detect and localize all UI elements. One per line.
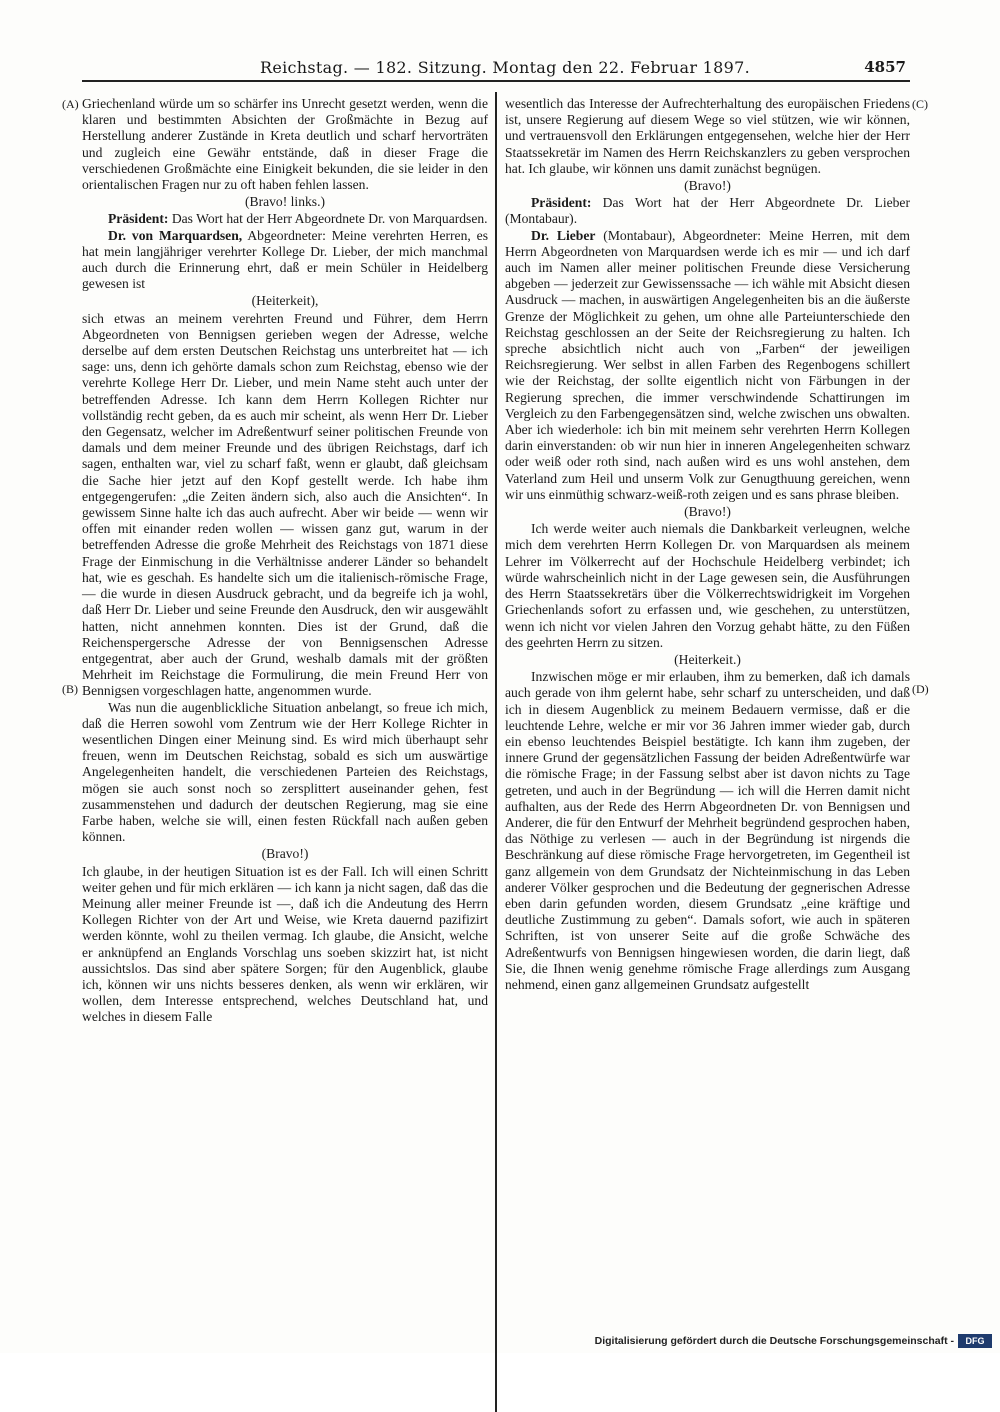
speaker-paragraph	[505, 195, 910, 227]
paragraph-text: wesentlich das Interesse der Aufrechterhaltung des europäischen Friedens ist, unsere Regierung auf diesem Wege so viel stützen, wie wir können, und vertrauensvoll den Erklärungen entgegensehen, welche hier der Herr Staatssekretär im Namen des Herrn Reichskanzlers zu geben versprochen hat. Ich glaube, wir können uns damit zunächst begnügen.	[505, 96, 910, 176]
margin-marker-a: (A)	[62, 97, 79, 111]
margin-marker-d: (D)	[912, 682, 929, 696]
interjection	[505, 504, 910, 520]
paragraph-text: Griechenland würde um so schärfer ins Unrecht gesetzt werden, wenn die klaren und bestimmten Absichten der Großmächte in Bezug auf Herstellung anderer Zustände in Kreta deutlich und scharf hervorträten und zugleich eine Gewähr entstände, daß in dieser Frage die verschiedenen Großmächte eine Einigkeit bekunden, die sie leider in den orientalischen Fragen nur zu oft haben fehlen lassen.	[82, 96, 488, 193]
footer-credit: Digitalisierung gefördert durch die Deutsche Forschungsgemeinschaft -	[594, 1335, 954, 1347]
interjection	[505, 652, 910, 668]
speaker-name: Dr. von Marquardsen,	[108, 227, 243, 243]
paragraph	[505, 521, 910, 651]
column-divider	[495, 92, 497, 1412]
speaker-name: Präsident:	[108, 211, 169, 227]
paragraph	[82, 311, 488, 700]
speaker-paragraph	[82, 211, 488, 227]
page-footer	[0, 1333, 1000, 1353]
speaker-paragraph	[82, 228, 488, 293]
paragraph-text: Ich werde weiter auch niemals die Dankbarkeit verleugnen, welche mich dem verehrten Herrn Kollegen Dr. von Marquardsen als meinem Lehrer im Völkerrecht auf der Hochschule Heidelberg verbindet; ich würde wahrscheinlich nicht in der Lage gewesen sein, die Ausführungen des Herrn Staatssekretärs über die Völkerrechtswidrigkeit im Vorgehen Griechenlands sofort zu erfassen und, wie geschehen, zu unterstützen, wenn ich nicht vor vielen Jahren den Vorzug gehabt hätte, zu den Füßen des geehrten Herrn zu sitzen.	[505, 521, 910, 650]
left-column	[82, 96, 488, 1026]
interjection	[505, 178, 910, 194]
paragraph-text: Das Wort hat der Herr Abgeordnete Dr. Lieber (Montabaur).	[505, 195, 910, 227]
interjection-text: (Bravo!)	[261, 846, 309, 862]
paragraph	[82, 864, 488, 1026]
interjection	[82, 194, 488, 210]
paragraph-text: Ich glaube, in der heutigen Situation ist es der Fall. Ich will einen Schritt weiter gehen und für mich erklären — ich kann ja nicht sagen, daß das die Meinung aller meiner Freunde ist —, daß ich die Andeutung des Herrn Kollegen Richter von der Art und Weise, wie Kreta dauernd pazifizirt werden könnte, wohl zu theilen vermag. Ich glaube, die Ansicht, welche er anknüpfend an Englands Vorschlag uns soeben skizzirt hat, ist nicht aussichtslos. Das sind aber spätere Sorgen; für den Augenblick, glaube ich, können wir uns nichts besseres denken, als wenn wir erklären, wir wollen, dem Interesse entsprechend, welches Deutschland hat, und welches in diesem Falle	[82, 863, 488, 1025]
speaker-name: Präsident:	[531, 195, 592, 211]
paragraph-text: Das Wort hat der Herr Abgeordnete Dr. von Marquardsen.	[168, 211, 488, 227]
interjection-text: (Heiterkeit),	[251, 293, 319, 309]
speaker-paragraph	[505, 228, 910, 503]
interjection-text: (Bravo!)	[684, 178, 731, 194]
interjection	[82, 846, 488, 862]
interjection-text: (Heiterkeit.)	[674, 651, 741, 667]
right-column	[505, 96, 910, 993]
interjection-text: (Bravo! links.)	[244, 194, 326, 210]
paragraph	[82, 96, 488, 193]
paragraph-text: Inzwischen möge er mir erlauben, ihm zu bemerken, daß ich damals auch gerade von ihm gelernt habe, sehr scharf zu unterscheiden, und daß ich in diesem Augenblick zu meinem Bedauern vermisse, daß er die leuchtende Lehre, welche er mir vor 36 Jahren immer wieder gab, durch ein ebenso leuchtendes Beispiel bestätigte. Ich kann ihm zugeben, der innere Grund der gegensätzlichen Fassung der beiden Adreßentwürfe war die römische Frage; in der Fassung selbst aber ist davon nichts zu Tage getreten, und auch in der Begründung — ich will die Herren damit nicht aufhalten, aus der Rede des Herrn Abgeordneten Dr. von Bennigsen und Anderer, die für den Entwurf der Mehrheit begründend gesprochen haben, das Nöthige zu verlesen — auch in der Begründung ist nirgends die Beschränkung auf diese römische Frage hervorgetreten, im Gegentheil ist ganz allgemein von dem Grundsatz der Nichteinmischung in das Leben anderer Völker gesprochen und die Bedeutung der gegnerischen Adresse eben darin gefunden worden, diesem Grundsatz „eine kräftige und deutliche Zustimmung zu geben“. Damals sofort, wie auch in späteren Schriften, ist von unserer Seite auf die große Schwäche des Adreßentwurfs von Bennigsen hingewiesen worden, die darin liegt, daß Sie, die Ihnen wenig genehme römische Frage allerdings zum Ausgang nehmend, einen ganz allgemeinen Grundsatz aufgestellt	[505, 669, 910, 992]
margin-marker-c: (C)	[912, 97, 928, 111]
speaker-name: Dr. Lieber	[531, 227, 596, 243]
paragraph	[82, 700, 488, 846]
dfg-logo: DFG	[958, 1334, 992, 1348]
paragraph-text: Abgeordneter: Meine verehrten Herren, es hat mein langjähriger verehrter Kollege Dr. Lieber, der mich manchmal auch durch die Erinnerung ehrt, daß er mein Schüler in Heidelberg gewesen ist	[82, 227, 488, 292]
paragraph-text: sich etwas an meinem verehrten Freund und Führer, dem Herrn Abgeordneten von Bennigsen gerieben wegen der Adresse, welche derselbe auf dem ersten Deutschen Reichstag uns unterbreitet hat — ich sage: uns, denn ich gehörte damals schon zum Reichstag, ebenso wie der verehrte Kollege Herr Dr. Lieber, und mein Name steht auch unter der betreffenden Adresse. Ich kann dem Herrn Kollegen Richter nur vollständig recht geben, da es auch mir scheint, als wenn Herr Dr. Lieber den Gegensatz, welcher im Adreßentwurf seiner politischen Freunde von damals und dem meiner Freunde und des übrigen Reichstags, darf ich sagen, enthalten war, viel zu scharf faßt, wenn er glaubt, daß gleichsam die Sache hier jetzt auf den Kopf gestellt werde. Ich habe ihm entgegengerufen: „die Zeiten ändern sich, also auch die Ansichten“. In gewissem Sinne halte ich das auch aufrecht. Aber wir beide — wenn wir offen mit einander reden wollen — wissen ganz gut, warum in der betreffenden Adresse die große Mehrheit des Reichstags von 1871 diese Frage der Einmischung in die Verhältnisse anderer Länder so behandelt hat, wie es geschah. Es handelte sich um die italienisch-römische Frage, — die wurde in diesen Ausdruck gebracht, und da begreife ich ja wohl, daß Herr Dr. Lieber und seine Freunde den Ausdruck, den wir ausgewählt hatten, nicht annehmen konnten. Dies ist der Grund, daß die Reichenspergersche Adresse der von Bennigsenschen Adresse entgegentrat, aber auch der Grund, weshalb damals mit der größten Mehrheit im Reichstage die Formulirung, die mein Freund Herr von Bennigsen vorgeschlagen hatte, angenommen wurde.	[82, 310, 488, 699]
paragraph	[505, 669, 910, 993]
paragraph	[505, 96, 910, 177]
paragraph-text: Was nun die augenblickliche Situation anbelangt, so freue ich mich, daß die Herren sowohl vom Zentrum wie der Herr Kollege Richter in wesentlichen Dingen einer Meinung sind. Es wird mich überhaupt sehr freuen, wenn im Deutschen Reichstag, sobald es sich um auswärtige Angelegenheiten handelt, die verschiedenen Parteien des Reichstags, mögen sie auch sonst noch so zersplittert auseinander gehen, fest zusammenstehen und dadurch der deutschen Regierung, mag sie eine Farbe haben, welche sie will, einen festen Rückfall nach außen geben können.	[82, 699, 488, 845]
header-title: Reichstag. — 182. Sitzung. Montag den 22. Februar 1897.	[260, 58, 750, 77]
interjection-text: (Bravo!)	[684, 504, 731, 520]
page-header	[82, 58, 910, 82]
interjection	[82, 293, 488, 309]
page-number: 4857	[864, 58, 906, 76]
paragraph-text: (Montabaur), Abgeordneter: Meine Herren, mit dem Herrn Abgeordneten von Marquardsen werde ich es mir — und ich darf auch im Namen aller meiner politischen Freunde diese Versicherung abgeben — jederzeit zur Gewissenssache — ich wähle mit Absicht diesen Ausdruck — machen, in auswärtigen Angelegenheiten bis an die äußerste Grenze der Möglichkeit zu gehen, um ohne alle Parteiunterschiede den Reichstag geschlossen an der Seite der Reichsregierung zu halten. Ich spreche absichtlich nicht auch von „Farben“ der jeweiligen Reichsregierung. Wer selbst in allen Farben des Regenbogens schillert wie der Reichstag, der sollte eigentlich nicht von Färbungen in der Regierung sprechen, die immer verschwindende Schattirungen im Vergleich zu den Farbengegensätzen sind, welche zwischen uns obwalten. Aber ich wiederhole: ich bin mit meinem sehr verehrten Herrn Kollegen darin einverstanden: ob wir nun hier in inneren Angelegenheiten schwarz oder weiß oder roth sind, nach außen wird es uns wohl anstehen, dem Vaterland zum Heil und unserm Volk zur Genugthuung gereichen, wenn wir uns einmüthig schwarz-weiß-roth zeigen und es sans phrase bleiben.	[505, 227, 911, 502]
margin-marker-b: (B)	[62, 682, 78, 696]
